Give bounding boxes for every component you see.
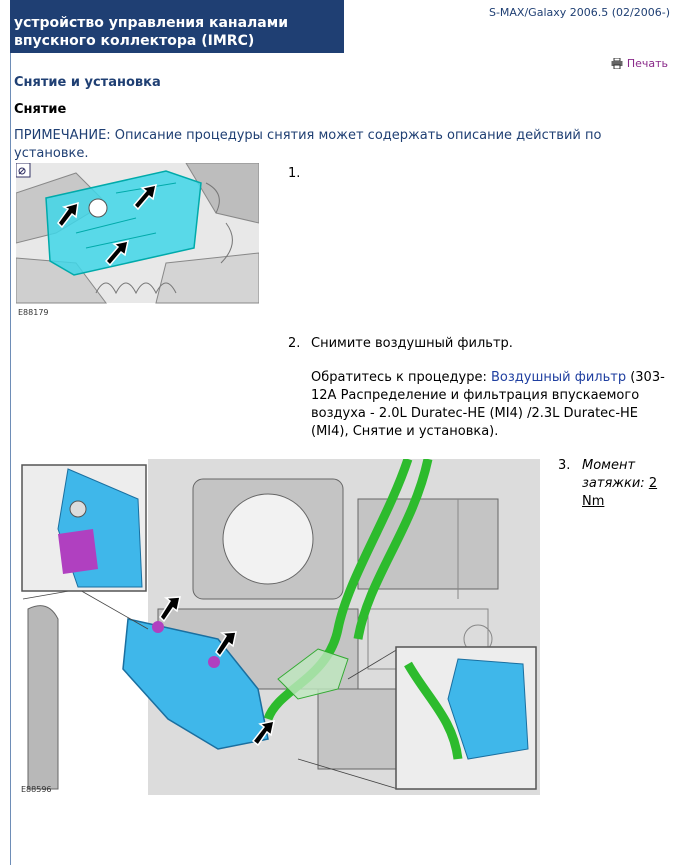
engine-cover-illustration[interactable]	[16, 163, 259, 319]
printer-icon	[611, 58, 623, 69]
print-label[interactable]: Печать	[626, 57, 668, 70]
step-2-text: Снимите воздушный фильтр.	[311, 336, 513, 351]
step-2	[288, 335, 668, 441]
section-title: Снятие и установка	[14, 75, 161, 90]
ref-rest: (303-12A Распределение и фильтрация впускаемого воздуха - 2.0L Duratec-HE (MI4) /2.3L Duratec-HE (MI4), Снятие и установка).	[311, 370, 665, 439]
imrc-actuator-illustration[interactable]	[18, 459, 540, 795]
torque-label: Момент затяжки:	[582, 458, 645, 491]
step-2-reference	[288, 369, 668, 441]
left-border	[10, 53, 11, 865]
model-label: S-MAX/Galaxy 2006.5 (02/2006-)	[488, 6, 670, 19]
step-3	[558, 457, 668, 511]
document-title-line1: устройство управления каналами	[14, 15, 288, 31]
ref-prefix: Обратитесь к процедуре:	[311, 370, 487, 385]
step-3-number: 3.	[558, 458, 571, 473]
removal-title: Снятие	[14, 102, 67, 117]
step-1	[288, 165, 300, 183]
img2-code: E88596	[21, 785, 52, 794]
document-title-bar	[10, 0, 344, 53]
torque-unit[interactable]: Nm	[582, 494, 605, 509]
torque-value[interactable]: 2	[648, 476, 658, 491]
img1-code: E88179	[18, 308, 49, 317]
step-2-number: 2.	[288, 336, 301, 351]
print-button[interactable]	[611, 57, 668, 70]
note-text: ПРИМЕЧАНИЕ: Описание процедуры снятия может содержать описание действий по установке.	[14, 128, 602, 161]
document-title-line2: впускного коллектора (IMRC)	[14, 33, 255, 49]
step-1-number: 1.	[288, 166, 301, 181]
air-filter-link[interactable]: Воздушный фильтр	[491, 370, 627, 385]
